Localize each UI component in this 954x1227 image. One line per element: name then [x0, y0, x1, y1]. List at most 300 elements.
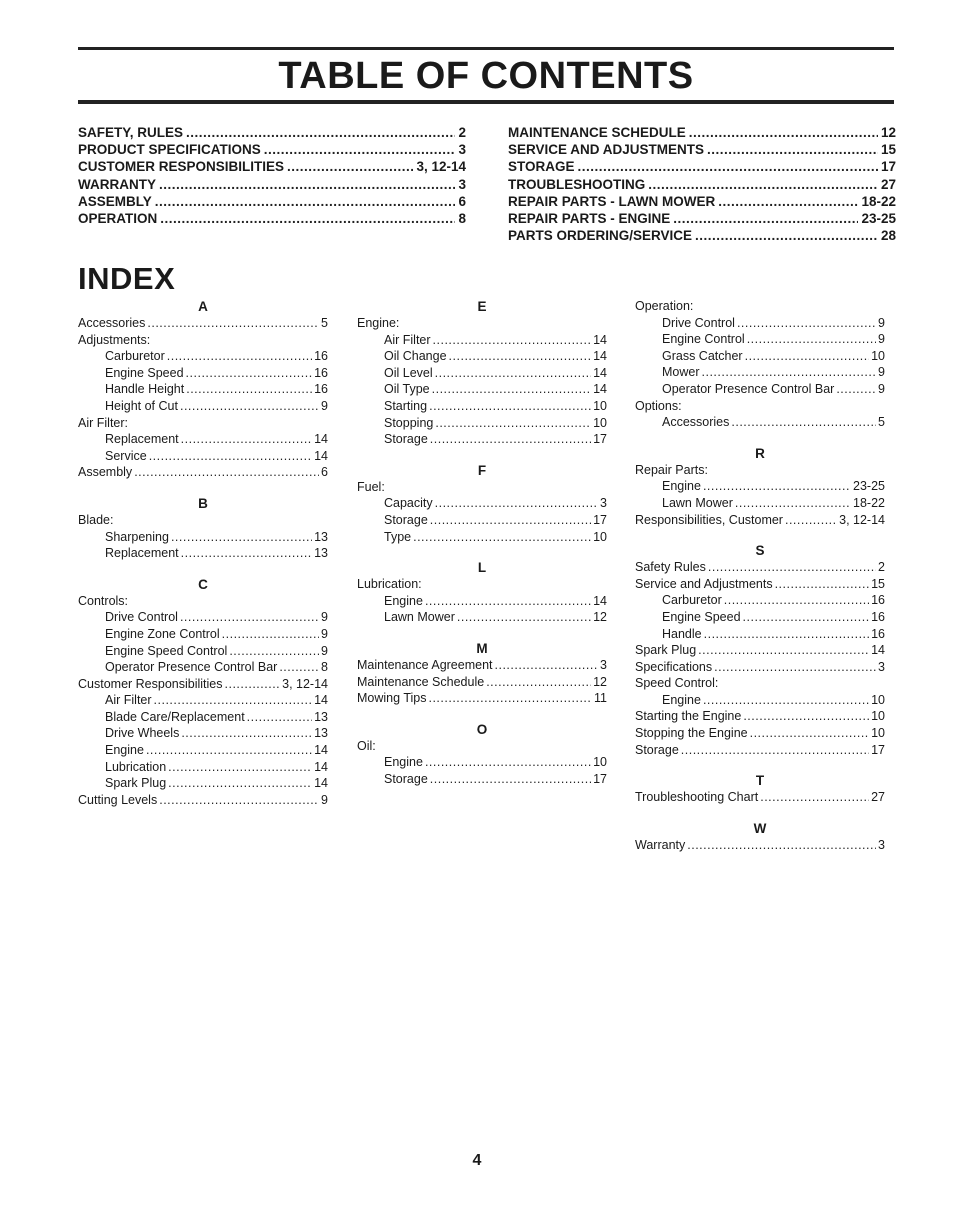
dot-leader — [578, 158, 878, 175]
toc-entry-title: STORAGE — [508, 159, 575, 175]
toc-entry[interactable] — [508, 227, 896, 244]
index-entry-page: 8 — [321, 660, 328, 675]
dot-leader — [159, 792, 319, 809]
index-entry-page: 9 — [321, 610, 328, 625]
index-subentry — [357, 365, 607, 382]
index-entry-page: 12 — [593, 674, 607, 689]
page-number: 4 — [472, 1152, 482, 1169]
index-entry-label: Air Filter — [105, 693, 152, 708]
dot-leader — [430, 512, 591, 529]
index-entry-page: 11 — [594, 691, 607, 706]
dot-leader — [449, 348, 592, 365]
dot-leader — [155, 193, 456, 210]
index-entry-label: Engine Control — [662, 332, 745, 347]
dot-leader — [413, 529, 591, 546]
index-entry-label: Spark Plug — [105, 776, 167, 791]
index-entry-label: Handle Height — [105, 382, 185, 397]
index-entry — [635, 559, 885, 576]
index-subentry — [78, 643, 328, 660]
index-entry — [357, 690, 607, 707]
index-entry — [635, 576, 885, 593]
index-subentry — [357, 431, 607, 448]
dot-leader — [181, 545, 312, 562]
index-entry-label: Carburetor — [105, 349, 165, 364]
index-entry-label: Carburetor — [662, 593, 722, 608]
index-entry-page: 3 — [600, 496, 607, 511]
index-entry-page: 9 — [321, 398, 328, 413]
index-entry-page: 14 — [593, 365, 607, 380]
index-subentry — [357, 754, 607, 771]
index-entry-page: 9 — [878, 332, 885, 347]
toc-entry-title: SAFETY, RULES — [78, 125, 184, 140]
index-entry — [635, 837, 885, 854]
index-subentry — [357, 593, 607, 610]
dot-leader — [695, 227, 878, 244]
dot-leader — [724, 592, 869, 609]
index-entry-label: Engine — [384, 593, 423, 608]
toc-left-column — [78, 124, 466, 227]
index-entry-page: 17 — [593, 512, 607, 527]
dot-leader — [430, 431, 591, 448]
dot-leader — [745, 348, 870, 365]
index-entry-page: 17 — [871, 742, 885, 757]
index-subentry — [635, 478, 885, 495]
dot-leader — [186, 381, 312, 398]
dot-leader — [743, 609, 870, 626]
index-entry-label: Air Filter — [384, 332, 431, 347]
index-group-heading: Blade: — [78, 512, 114, 527]
index-entry — [78, 464, 328, 481]
toc-entry[interactable] — [508, 141, 896, 158]
index-entry-page: 17 — [593, 771, 607, 786]
index-entry-page: 10 — [871, 692, 885, 707]
index-entry-page: 5 — [878, 415, 885, 430]
index-entry-label: Engine Speed — [662, 609, 741, 624]
dot-leader — [247, 709, 312, 726]
index-letter-heading: T — [755, 773, 765, 789]
toc-entry-page: 15 — [880, 142, 896, 158]
index-entry — [78, 676, 328, 693]
index-entry — [78, 792, 328, 809]
index-group-heading: Air Filter: — [78, 415, 128, 430]
index-letter-heading: B — [198, 495, 208, 511]
toc-title: TABLE OF CONTENTS — [278, 55, 694, 97]
index-entry-page: 9 — [321, 643, 328, 658]
index-subentry — [635, 331, 885, 348]
index-entry-page: 12 — [593, 610, 607, 625]
index-subentry — [357, 609, 607, 626]
toc-entry-title: PRODUCT SPECIFICATIONS — [78, 142, 261, 158]
index-subentry — [78, 448, 328, 465]
toc-entry-page: 3 — [458, 142, 466, 158]
index-entry-label: Storage — [384, 432, 428, 447]
spacer — [635, 528, 885, 542]
dot-leader — [785, 512, 837, 529]
toc-entry[interactable] — [78, 193, 466, 210]
index-entry-page: 9 — [878, 315, 885, 330]
dot-leader — [229, 643, 319, 660]
toc-entry-page: 18-22 — [861, 193, 896, 209]
dot-leader — [186, 365, 313, 382]
index-subentry — [357, 512, 607, 529]
index-subentry — [635, 348, 885, 365]
index-entry-page: 14 — [593, 593, 607, 608]
dot-leader — [681, 742, 869, 759]
dot-leader — [689, 124, 878, 141]
index-entry-page: 9 — [321, 792, 328, 807]
spacer — [78, 481, 328, 495]
index-entry-label: Lawn Mower — [384, 610, 455, 625]
index-entry-label: Starting — [384, 398, 428, 413]
toc-entry-page: 28 — [880, 228, 896, 244]
dot-leader — [708, 559, 876, 576]
toc-entry-title: WARRANTY — [78, 176, 156, 192]
index-entry-page: 3, 12-14 — [282, 676, 328, 691]
toc-entry-title: TROUBLESHOOTING — [508, 176, 646, 192]
index-entry-label: Engine Zone Control — [105, 626, 220, 641]
toc-entry-page: 3 — [458, 176, 466, 192]
toc-entry-page: 3, 12-14 — [416, 159, 466, 175]
index-entry-page: 14 — [314, 448, 328, 463]
dot-leader — [429, 398, 591, 415]
dot-leader — [731, 414, 876, 431]
index-entry-label: Handle — [662, 626, 702, 641]
toc-entry-page: 2 — [458, 125, 466, 140]
index-entry-page: 3 — [600, 657, 607, 672]
toc-entry-page: 8 — [458, 211, 466, 227]
index-entry-label: Engine — [105, 743, 144, 758]
index-entry-label: Responsibilities, Customer — [635, 512, 783, 527]
index-subentry — [635, 692, 885, 709]
dot-leader — [648, 176, 878, 193]
index-subentry — [635, 626, 885, 643]
dot-leader — [160, 210, 455, 227]
index-entry-label: Maintenance Agreement — [357, 657, 493, 672]
index-entry-page: 14 — [593, 382, 607, 397]
index-column-1 — [78, 298, 328, 808]
index-entry-label: Drive Wheels — [105, 726, 180, 741]
index-entry-label: Accessories — [662, 415, 730, 430]
index-group-heading: Fuel: — [357, 479, 385, 494]
index-entry-label: Specifications — [635, 659, 713, 674]
toc-entry[interactable] — [78, 210, 466, 227]
index-entry-label: Safety Rules — [635, 560, 706, 575]
index-subentry — [635, 364, 885, 381]
index-subentry — [78, 431, 328, 448]
spacer — [635, 431, 885, 445]
index-entry — [635, 789, 885, 806]
index-entry-page: 14 — [314, 776, 328, 791]
index-entry-label: Engine Speed — [105, 365, 184, 380]
index-entry-page: 10 — [593, 755, 607, 770]
index-entry-page: 5 — [321, 316, 328, 330]
index-letter-heading: S — [755, 543, 765, 559]
index-entry-page: 10 — [593, 415, 607, 430]
index-group-heading: Options: — [635, 398, 682, 413]
index-entry-page: 14 — [314, 432, 328, 447]
index-entry-page: 14 — [871, 643, 885, 658]
index-letter-heading: R — [755, 445, 765, 461]
index-letter-heading: C — [198, 576, 208, 592]
index-entry-label: Drive Control — [662, 315, 735, 330]
index-entry-page: 16 — [871, 593, 885, 608]
dot-leader — [149, 448, 312, 465]
index-subentry — [78, 348, 328, 365]
index-entry-label: Replacement — [105, 432, 179, 447]
dot-leader — [836, 381, 876, 398]
toc-entry[interactable] — [508, 124, 896, 141]
index-group-heading: Lubrication: — [357, 577, 422, 592]
toc-entry-title: OPERATION — [78, 211, 158, 227]
index-subentry — [357, 495, 607, 512]
index-entry-page: 3 — [878, 837, 885, 852]
index-letter-heading: M — [476, 640, 488, 656]
index-entry-page: 16 — [314, 349, 328, 364]
index-letter-heading: W — [753, 820, 767, 836]
index-entry-label: Operator Presence Control Bar — [105, 660, 278, 675]
dot-leader — [737, 315, 876, 332]
dot-leader — [703, 692, 869, 709]
index-entry-label: Service — [105, 448, 147, 463]
index-entry-label: Oil Change — [384, 349, 447, 364]
toc-entry[interactable] — [508, 210, 896, 227]
index-entry-label: Stopping the Engine — [635, 726, 748, 741]
index-entry-label: Mowing Tips — [357, 691, 427, 706]
toc-entry[interactable] — [78, 176, 466, 193]
index-subentry — [635, 609, 885, 626]
dot-leader — [433, 332, 592, 349]
dot-leader — [159, 176, 455, 193]
toc-entry-title: REPAIR PARTS - ENGINE — [508, 211, 671, 227]
dot-leader — [147, 315, 319, 332]
dot-leader — [495, 657, 599, 674]
dot-leader — [673, 210, 858, 227]
toc-entry[interactable] — [508, 193, 896, 210]
index-subentry — [357, 415, 607, 432]
index-entry-page: 6 — [321, 465, 328, 480]
index-entry-page: 2 — [878, 560, 885, 575]
index-entry-page: 14 — [593, 332, 607, 347]
index-entry-page: 17 — [593, 432, 607, 447]
index-entry-label: Operator Presence Control Bar — [662, 381, 835, 396]
index-entry-page: 3 — [878, 659, 885, 674]
index-entry — [78, 315, 328, 332]
index-entry-label: Stopping — [384, 415, 434, 430]
dot-leader — [750, 725, 870, 742]
dot-leader — [167, 348, 312, 365]
index-entry-label: Service and Adjustments — [635, 576, 773, 591]
toc-entry[interactable] — [508, 158, 896, 175]
index-subentry — [78, 742, 328, 759]
dot-leader — [718, 193, 858, 210]
index-group-heading: Oil: — [357, 738, 376, 753]
dot-leader — [687, 837, 876, 854]
index-entry-label: Drive Control — [105, 610, 178, 625]
index-group-heading: Controls: — [78, 593, 129, 608]
dot-leader — [435, 415, 591, 432]
index-entry-label: Lawn Mower — [662, 495, 733, 510]
dot-leader — [180, 398, 319, 415]
index-letter-heading: L — [477, 560, 487, 576]
index-entry-label: Troubleshooting Chart — [635, 790, 759, 805]
toc-entry[interactable] — [78, 158, 466, 175]
index-entry-page: 23-25 — [853, 479, 885, 494]
dot-leader — [707, 141, 878, 158]
toc-entry-title: CUSTOMER RESPONSIBILITIES — [78, 159, 285, 175]
index-entry — [635, 642, 885, 659]
index-subentry — [635, 495, 885, 512]
index-subentry — [635, 592, 885, 609]
toc-entry[interactable] — [508, 176, 896, 193]
index-entry-label: Accessories — [78, 316, 146, 330]
index-subentry — [78, 365, 328, 382]
index-group-heading: Operation: — [635, 299, 694, 313]
dot-leader — [279, 659, 319, 676]
index-subentry — [357, 529, 607, 546]
index-entry — [635, 725, 885, 742]
index-subentry — [78, 529, 328, 546]
dot-leader — [181, 725, 312, 742]
index-entry-label: Engine — [662, 692, 701, 707]
index-entry-label: Sharpening — [105, 529, 169, 544]
index-group-heading: Adjustments: — [78, 332, 151, 347]
index-entry — [635, 742, 885, 759]
index-entry-page: 10 — [871, 709, 885, 724]
index-entry-page: 3, 12-14 — [839, 512, 885, 527]
index-subentry — [635, 315, 885, 332]
dot-leader — [180, 609, 319, 626]
toc-entry-title: MAINTENANCE SCHEDULE — [508, 125, 686, 140]
index-subentry — [357, 332, 607, 349]
dot-leader — [181, 431, 312, 448]
index-entry-label: Maintenance Schedule — [357, 674, 485, 689]
index-entry-label: Type — [384, 529, 412, 544]
spacer — [357, 626, 607, 640]
toc-right-column — [508, 124, 896, 244]
index-entry-label: Blade Care/Replacement — [105, 709, 245, 724]
dot-leader — [154, 692, 313, 709]
dot-leader — [168, 775, 312, 792]
index-group-heading: Engine: — [357, 316, 400, 330]
dot-leader — [425, 754, 591, 771]
toc-entry[interactable] — [78, 141, 466, 158]
dot-leader — [775, 576, 870, 593]
index-entry — [357, 657, 607, 674]
index-entry-label: Height of Cut — [105, 398, 178, 413]
toc-entry-page: 12 — [880, 125, 896, 140]
dot-leader — [486, 674, 591, 691]
index-entry-page: 9 — [321, 626, 328, 641]
index-entry-label: Capacity — [384, 496, 433, 511]
dot-leader — [457, 609, 591, 626]
dot-leader — [168, 759, 312, 776]
index-entry-label: Cutting Levels — [78, 792, 158, 807]
dot-leader — [264, 141, 456, 158]
index-letter-heading: A — [198, 299, 208, 314]
index-subentry — [78, 775, 328, 792]
dot-leader — [698, 642, 869, 659]
index-entry-page: 13 — [314, 546, 328, 561]
dot-leader — [435, 495, 598, 512]
dot-leader — [714, 659, 876, 676]
index-entry-label: Storage — [384, 512, 428, 527]
index-entry-label: Engine — [384, 755, 423, 770]
dot-leader — [425, 593, 591, 610]
index-entry-page: 15 — [871, 576, 885, 591]
index-entry-page: 9 — [878, 365, 885, 380]
index-entry-label: Lubrication — [105, 759, 167, 774]
index-subentry — [78, 659, 328, 676]
index-subentry — [78, 545, 328, 562]
index-entry — [635, 708, 885, 725]
toc-entry-title: ASSEMBLY — [78, 193, 152, 209]
index-entry-page: 16 — [314, 382, 328, 397]
index-entry-label: Assembly — [78, 465, 133, 480]
index-entry-label: Storage — [635, 742, 679, 757]
index-entry-page: 14 — [314, 693, 328, 708]
index-subentry — [78, 725, 328, 742]
index-entry-page: 14 — [314, 743, 328, 758]
index-letter-heading: E — [477, 299, 487, 314]
dot-leader — [430, 771, 591, 788]
spacer — [357, 448, 607, 462]
dot-leader — [222, 626, 319, 643]
dot-leader — [428, 690, 592, 707]
spacer — [357, 545, 607, 559]
dot-leader — [435, 365, 591, 382]
spacer — [78, 562, 328, 576]
index-subentry — [635, 381, 885, 398]
index-entry-page: 27 — [871, 790, 885, 805]
toc-entry-title: REPAIR PARTS - LAWN MOWER — [508, 193, 716, 209]
toc-entry-page: 23-25 — [861, 211, 896, 227]
toc-entry-title: PARTS ORDERING/SERVICE — [508, 228, 693, 244]
dot-leader — [743, 708, 869, 725]
toc-entry-page: 17 — [880, 159, 896, 175]
index-entry — [635, 659, 885, 676]
toc-entry-page: 27 — [880, 176, 896, 192]
top-rule — [78, 47, 894, 50]
index-entry — [357, 674, 607, 691]
toc-entry[interactable] — [78, 124, 466, 141]
index-entry-page: 18-22 — [853, 495, 885, 510]
index-subentry — [78, 626, 328, 643]
index-subentry — [78, 759, 328, 776]
dot-leader — [134, 464, 319, 481]
toc-entry-page: 6 — [458, 193, 466, 209]
index-entry-label: Mower — [662, 365, 700, 380]
index-entry-page: 16 — [314, 365, 328, 380]
index-entry-label: Customer Responsibilities — [78, 676, 223, 691]
index-subentry — [78, 692, 328, 709]
index-entry-page: 10 — [871, 348, 885, 363]
spacer — [635, 758, 885, 772]
index-entry-page: 14 — [314, 759, 328, 774]
index-column-3 — [635, 298, 885, 853]
index-entry-page: 13 — [314, 529, 328, 544]
index-entry-label: Warranty — [635, 837, 686, 852]
index-entry-page: 10 — [593, 529, 607, 544]
index-letter-heading: F — [477, 462, 487, 478]
dot-leader — [735, 495, 851, 512]
index-entry-label: Engine Speed Control — [105, 643, 228, 658]
dot-leader — [171, 529, 312, 546]
spacer — [357, 707, 607, 721]
toc-entry-title: SERVICE AND ADJUSTMENTS — [508, 142, 705, 158]
dot-leader — [186, 124, 455, 141]
index-entry — [635, 512, 885, 529]
index-entry-page: 10 — [593, 398, 607, 413]
